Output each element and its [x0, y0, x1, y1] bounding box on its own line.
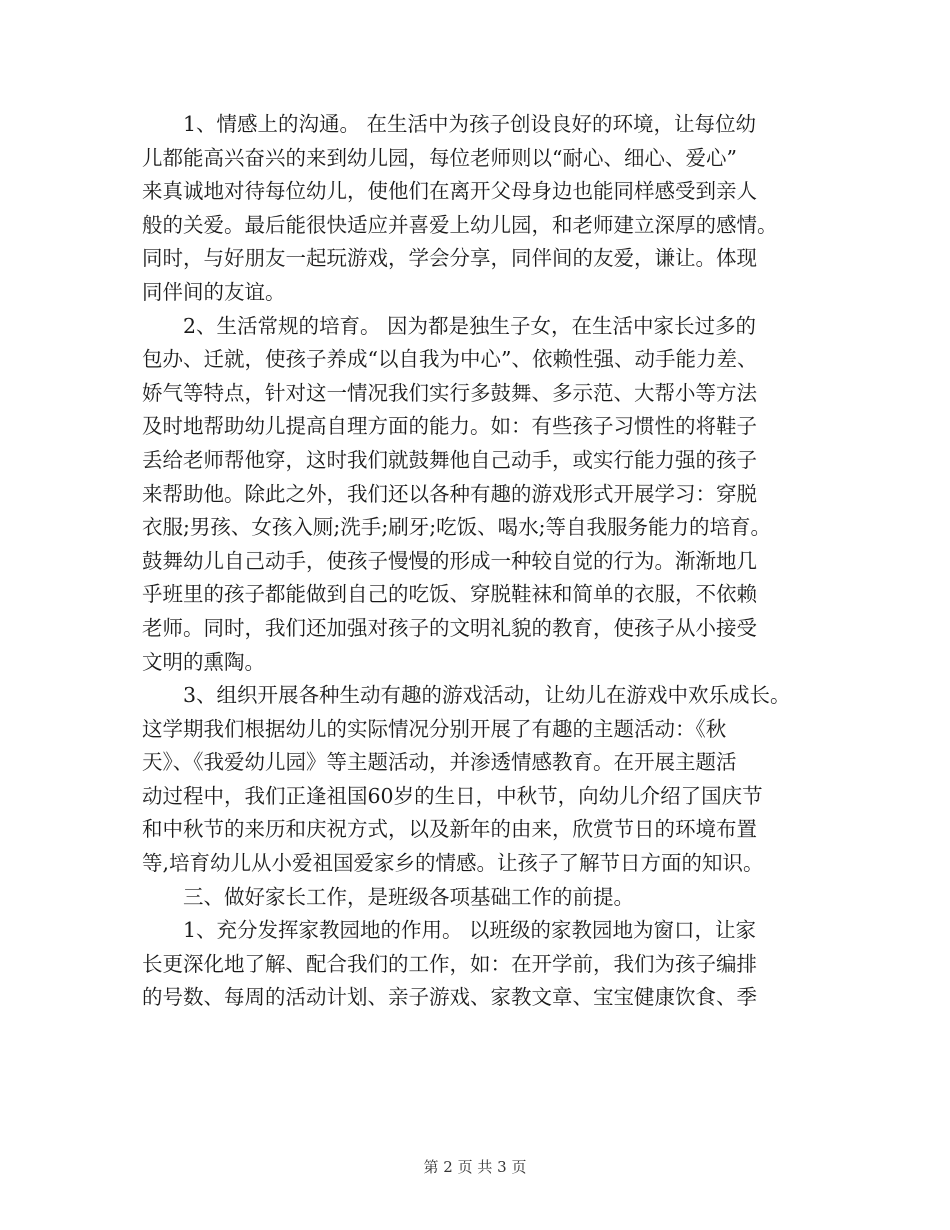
text-line: 儿都能高兴奋兴的来到幼儿园，每位老师则以“耐心、细心、爱心” — [142, 145, 737, 170]
text-line: 包办、迁就，使孩子养成“以自我为中心”、依赖性强、动手能力差、 — [142, 347, 758, 372]
text-line: 3、组织开展各种生动有趣的游戏活动，让幼儿在游戏中欢乐成长。 — [142, 683, 791, 708]
text-line: 天》、《我爱幼儿园》等主题活动，并渗透情感教育。在开展主题活 — [142, 750, 737, 775]
text-line: 乎班里的孩子都能做到自己的吃饭、穿脱鞋袜和简单的衣服，不依赖 — [142, 582, 757, 607]
text-line: 这学期我们根据幼儿的实际情况分别开展了有趣的主题活动：《秋 — [142, 716, 727, 741]
text-line: 老师。同时，我们还加强对孩子的文明礼貌的教育，使孩子从小接受 — [142, 615, 757, 640]
text-line: 文明的熏陶。 — [142, 649, 265, 674]
text-line: 的号数、每周的活动计划、亲子游戏、家教文章、宝宝健康饮食、季 — [142, 985, 757, 1010]
text-line: 衣服;男孩、女孩入厕;洗手;刷牙;吃饭、喝水;等自我服务能力的培育。 — [142, 515, 772, 540]
text-line: 和中秋节的来历和庆祝方式，以及新年的由来，欣赏节日的环境布置 — [142, 817, 757, 842]
text-line: 等,培育幼儿从小爱祖国爱家乡的情感。让孩子了解节日方面的知识。 — [142, 851, 764, 876]
text-line: 动过程中，我们正逢祖国60岁的生日，中秋节，向幼儿介绍了国庆节 — [142, 783, 763, 808]
text-line: 2、生活常规的培育。 因为都是独生子女，在生活中家长过多的 — [142, 313, 757, 338]
text-line: 1、充分发挥家教园地的作用。 以班级的家教园地为窗口，让家 — [142, 918, 757, 943]
text-line: 1、情感上的沟通。 在生活中为孩子创设良好的环境，让每位幼 — [142, 112, 757, 136]
text-line: 三、做好家长工作，是班级各项基础工作的前提。 — [142, 884, 634, 909]
text-line: 鼓舞幼儿自己动手，使孩子慢慢的形成一种较自觉的行为。渐渐地几 — [142, 548, 757, 573]
text-line: 娇气等特点，针对这一情况我们实行多鼓舞、多示范、大帮小等方法 — [142, 380, 757, 405]
text-line: 般的关爱。最后能很快适应并喜爱上幼儿园，和老师建立深厚的感情。 — [142, 212, 778, 237]
text-line: 来帮助他。除此之外，我们还以各种有趣的游戏形式开展学习：穿脱 — [142, 481, 757, 506]
text-line: 来真诚地对待每位幼儿，使他们在离开父母身边也能同样感受到亲人 — [142, 179, 757, 204]
text-line: 丢给老师帮他穿，这时我们就鼓舞他自己动手，或实行能力强的孩子 — [142, 447, 757, 472]
text-line: 同伴间的友谊。 — [142, 279, 286, 304]
text-line: 及时地帮助幼儿提高自理方面的能力。如：有些孩子习惯性的将鞋子 — [142, 414, 757, 439]
text-line: 长更深化地了解、配合我们的工作，如：在开学前，我们为孩子编排 — [142, 951, 757, 976]
body-text — [142, 108, 862, 1015]
page-number-footer: 第 2 页 共 3 页 — [423, 1158, 527, 1176]
text-line: 同时，与好朋友一起玩游戏，学会分享，同伴间的友爱，谦让。体现 — [142, 246, 757, 271]
